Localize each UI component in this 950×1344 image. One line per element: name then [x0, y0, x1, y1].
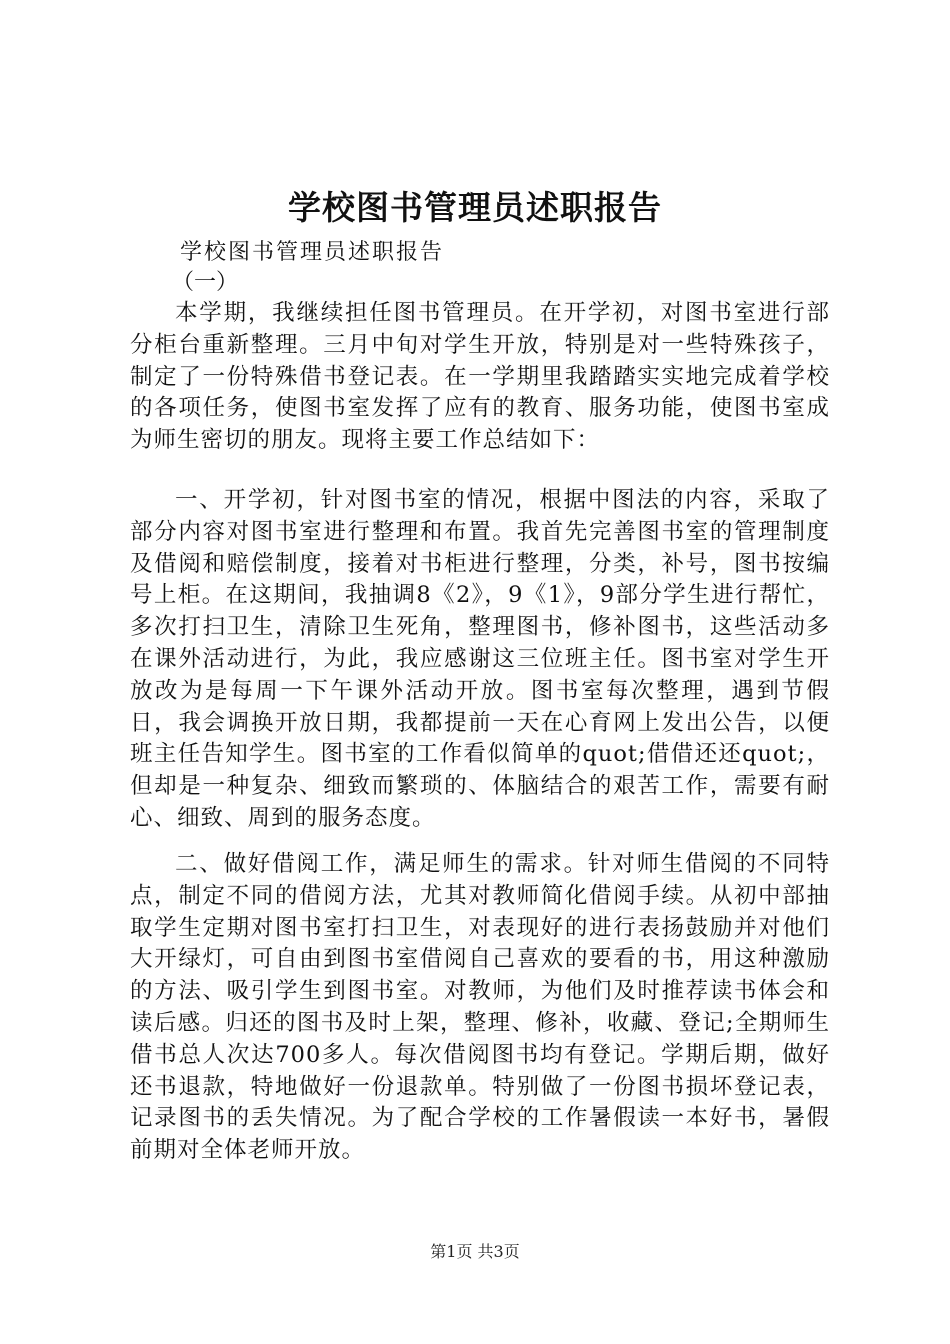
paragraph-intro: 本学期，我继续担任图书管理员。在开学初，对图书室进行部分柜台重新整理。三月中旬对学生开放，特别是对一些特殊孩子，制定了一份特殊借书登记表。在一学期里我踏踏实实地完成着学校的各项任务，使图书室发挥了应有的教育、服务功能，使图书室成为师生密切的朋友。现将主要工作总结如下： — [130, 300, 830, 454]
document-title: 学校图书管理员述职报告 — [288, 188, 662, 227]
section-marker: （一） — [172, 270, 239, 295]
paragraph-section-one: 一、开学初，针对图书室的情况，根据中图法的内容，采取了部分内容对图书室进行整理和布置。我首先完善图书室的管理制度及借阅和赔偿制度，接着对书柜进行整理，分类，补号，图书按编号上柜。在这期间，我抽调8《2》，9《1》，9部分学生进行帮忙，多次打扫卫生，清除卫生死角，整理图书，修补图书，这些活动多在课外活动进行，为此，我应感谢这三位班主任。图书室对学生开放改为是每周一下午课外活动开放。图书室每次整理，遇到节假日，我会调换开放日期，我都提前一天在心育网上发出公告，以便班主任告知学生。图书室的工作看似简单的quot;借借还还quot;，但却是一种复杂、细致而繁琐的、体脑结合的艰苦工作，需要有耐心、细致、周到的服务态度。 — [130, 487, 830, 831]
paragraph-section-two: 二、做好借阅工作，满足师生的需求。针对师生借阅的不同特点，制定不同的借阅方法，尤其对教师简化借阅手续。从初中部抽取学生定期对图书室打扫卫生，对表现好的进行表扬鼓励并对他们大开绿灯，可自由到图书室借阅自己喜欢的要看的书，用这种激励的方法、吸引学生到图书室。对教师，为他们及时推荐读书体会和读后感。归还的图书及时上架，整理、修补，收藏、登记;全期师生借书总人次达700多人。每次借阅图书均有登记。学期后期，做好还书退款，特地做好一份退款单。特别做了一份图书损坏登记表，记录图书的丢失情况。为了配合学校的工作暑假读一本好书，暑假前期对全体老师开放。 — [130, 851, 830, 1164]
page-footer: 第1页 共3页 — [430, 1242, 520, 1261]
document-subtitle: 学校图书管理员述职报告 — [180, 240, 445, 265]
